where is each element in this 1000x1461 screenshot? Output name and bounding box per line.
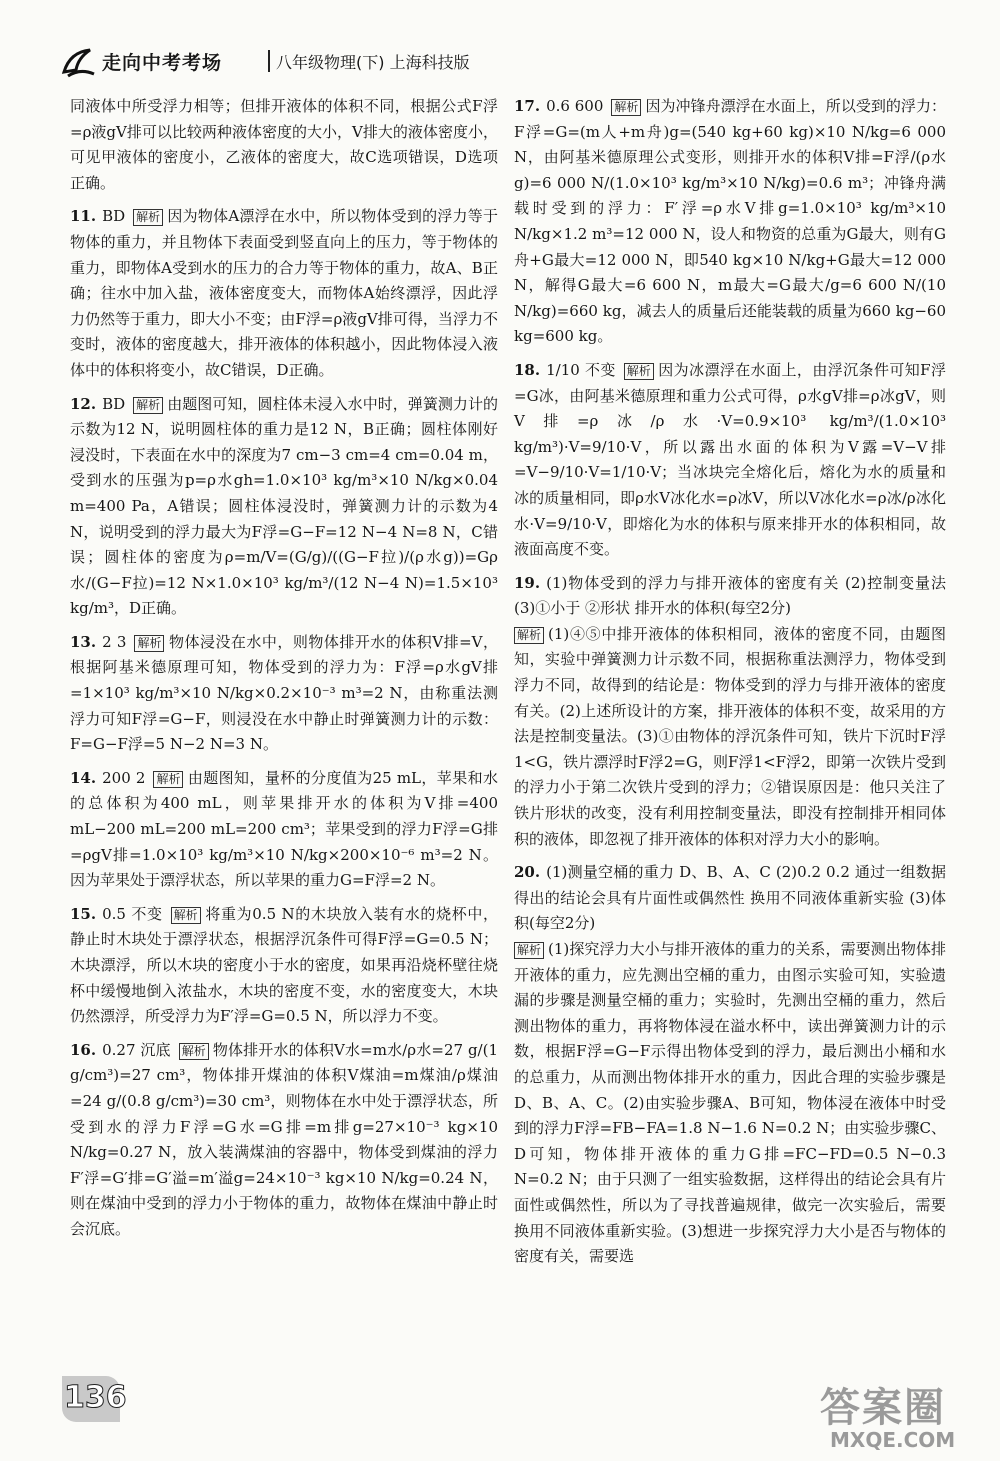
- answer-entry: [514, 358, 946, 563]
- answer-entry: 同液体中所受浮力相等；但排开液体的体积不同，根据公式F浮=ρ液gV排可以比较两种液体密度的大小，V排大的液体密度小，可见甲液体的密度小，乙液体的密度大，故C选项错误，D选项正确。: [70, 97, 498, 192]
- answer-entry: [514, 571, 946, 853]
- question-number: 18.: [514, 360, 541, 379]
- explanation: 由题图可知，圆柱体未浸入水中时，弹簧测力计的示数为12 N，说明圆柱体的重力是12 N，B正确；圆柱体刚好浸没时，下表面在水中的深度为7 cm−3 cm=4 cm=0.04 m，受到水的压强为p=ρ水gh=1.0×10³ kg/m³×10 N/kg×0.04 m=400 Pa，A错误；圆柱体浸没时，弹簧测力计的示数为4 N，说明受到的浮力最大为F浮=G−F=12 N−4 N=8 N，C错误；圆柱体的密度为ρ=m/V=(G/g)/((G−F拉)/(ρ水g))=Gρ水/(G−F拉)=12 N×1.0×10³ kg/m³/(12 N−4 N)=1.5×10³ kg/m³，D正确。: [70, 394, 498, 618]
- book-logo-icon: [60, 46, 98, 80]
- book-subtitle: 八年级物理(下) 上海科技版: [276, 53, 470, 72]
- answer-key: 0.6 600: [546, 97, 604, 115]
- analysis-tag: 解析: [133, 397, 163, 414]
- answer-key: BD: [102, 207, 126, 226]
- question-number: 16.: [70, 1040, 97, 1059]
- explanation: 物体浸没在水中，则物体排开水的体积V排=V，根据阿基米德原理可知，物体受到的浮力为：F浮=ρ水gV排=1×10³ kg/m³×10 N/kg×0.2×10⁻³ m³=2 N，由称重法测浮力可知F浮=G−F，则浸没在水中静止时弹簧测力计的示数：F=G−F浮=5 N−2 N=3 N。: [70, 632, 498, 754]
- answer-key: 1/10 不变: [546, 360, 616, 379]
- answer-key: 2 3: [102, 632, 127, 651]
- explanation: 物体排开水的体积V水=m水/ρ水=27 g/(1 g/cm³)=27 cm³，物体排开煤油的体积V煤油=m煤油/ρ煤油=24 g/(0.8 g/cm³)=30 cm³，则物体在水中处于漂浮状态，所受到水的浮力F浮=G水=G排=m排g=27×10⁻³ kg×10 N/kg=0.27 N，放入装满煤油的容器中，物体受到煤油的浮力F′浮=G′排=G′溢=m′溢g=24×10⁻³ kg×10 N/kg=0.24 N，则在煤油中受到的浮力小于物体的重力，故物体在煤油中静止时会沉底。: [70, 1040, 498, 1238]
- explanation: 由题图知，量杯的分度值为25 mL，苹果和水的总体积为400 mL，则苹果排开水的体积为V排=400 mL−200 mL=200 mL=200 cm³；苹果受到的浮力F浮=G排=ρgV排=1.0×10³ kg/m³×10 N/kg×200×10⁻⁶ m³=2 N。因为苹果处于漂浮状态，所以苹果的重力G=F浮=2 N。: [70, 768, 498, 890]
- answer-key: (1)测量空桶的重力 D、B、A、C (2)0.2 0.2 通过一组数据得出的结论会具有片面性或偶然性 换用不同液体重新实验 (3)体积(每空2分): [514, 863, 946, 933]
- right-column: [514, 94, 946, 1278]
- answer-entry: [70, 766, 498, 894]
- page-number: 136: [64, 1380, 127, 1415]
- analysis-tag: 解析: [153, 771, 183, 788]
- header-divider: [268, 50, 270, 72]
- brand-title: 走向中考考场: [102, 52, 223, 74]
- answer-entry: [514, 94, 946, 350]
- analysis-tag: 解析: [514, 942, 544, 959]
- answer-entry: [70, 392, 498, 622]
- explanation: 因为冰漂浮在水面上，由浮沉条件可知F浮=G冰，由阿基米德原理和重力公式可得，ρ水gV排=ρ冰gV，则V排=ρ冰/ρ水·V=0.9×10³ kg/m³/(1.0×10³ kg/m³)·V=9/10·V，所以露出水面的体积为V露=V−V排=V−9/10·V=1/10·V；当冰块完全熔化后，熔化为水的质量和冰的质量相同，即ρ水V冰化水=ρ冰V，所以V冰化水=ρ冰/ρ冰化水·V=9/10·V，即熔化为水的体积与原来排开水的体积相同，故液面高度不变。: [514, 360, 946, 559]
- watermark-logo: 答案圈: [820, 1385, 946, 1431]
- analysis-tag: 解析: [133, 209, 163, 226]
- analysis-tag: 解析: [171, 907, 201, 924]
- question-number: 20.: [514, 863, 541, 882]
- question-number: 19.: [514, 573, 541, 592]
- answer-key: (1)物体受到的浮力与排开液体的密度有关 (2)控制变量法 (3)①小于 ②形状 排开水的体积(每空2分): [514, 573, 946, 618]
- answer-entry: [70, 204, 498, 383]
- analysis-tag: 解析: [134, 635, 164, 652]
- question-number: 12.: [70, 394, 97, 413]
- explanation: 将重为0.5 N的木块放入装有水的烧杯中，静止时木块处于漂浮状态，根据浮沉条件可得F浮=G=0.5 N；木块漂浮，所以木块的密度小于水的密度，如果再沿烧杯壁往烧杯中缓慢地倒入浓盐水，木块的密度不变，水的密度变大，木块仍然漂浮，所受浮力为F′浮=G=0.5 N，所以浮力不变。: [70, 904, 499, 1026]
- page-header: [60, 44, 960, 84]
- answer-key: BD: [102, 394, 126, 413]
- explanation: (1)探究浮力大小与排开液体的重力的关系，需要测出物体排开液体的重力，应先测出空桶的重力，由图示实验可知，实验遗漏的步骤是测量空桶的重力；实验时，先测出空桶的重力，然后测出物体的重力，再将物体浸在溢水杯中，读出弹簧测力计的示数，根据F浮=G−F示得出物体受到的浮力，最后测出小桶和水的总重力，从而测出物体排开水的重力，因此合理的实验步骤是D、B、A、C。(2)由实验步骤A、B可知，物体浸在液体中时受到的浮力F浮=FB−FA=1.8 N−1.6 N=0.2 N；由实验步骤C、D可知，物体排开液体的重力G排=FC−FD=0.5 N−0.3 N=0.2 N；由于只测了一组实验数据，这样得出的结论会具有片面性或偶然性，所以为了寻找普遍规律，做完一次实验后，需要换用不同液体重新实验。(3)想进一步探究浮力大小是否与物体的密度有关，需要选: [514, 940, 946, 1266]
- question-number: 11.: [70, 207, 97, 226]
- analysis-tag: 解析: [179, 1043, 209, 1060]
- left-column: [70, 94, 498, 1251]
- answer-entry: [514, 860, 946, 1270]
- analysis-tag: 解析: [514, 627, 544, 644]
- analysis-tag: 解析: [611, 99, 641, 116]
- answer-entry: [70, 1038, 498, 1243]
- watermark-url: MXQE.COM: [830, 1428, 956, 1452]
- explanation: (1)④⑤中排开液体的体积相同，液体的密度不同，由题图知，实验中弹簧测力计示数不同，根据称重法测浮力，物体受到浮力不同，故得到的结论是：物体受到的浮力与排开液体的密度有关。(2)上述所设计的方案，排开液体的体积不变，故采用的方法是控制变量法。(3)①由物体的浮沉条件可知，铁片下沉时F浮1<G，铁片漂浮时F浮2=G，则F浮1<F浮2，即第一次铁片受到的浮力小于第二次铁片受到的浮力；②错误原因是：他只关注了铁片形状的改变，没有利用控制变量法，即没有控制排开相同体积的液体，即忽视了排开液体的体积对浮力大小的影响。: [514, 624, 946, 848]
- question-number: 13.: [70, 632, 97, 651]
- answer-entry: [70, 630, 498, 758]
- answer-key: 200 2: [102, 768, 146, 787]
- explanation: 因为冲锋舟漂浮在水面上，所以受到的浮力：F浮=G=(m人+m舟)g=(540 kg+60 kg)×10 N/kg=6 000 N，由阿基米德原理公式变形，则排开水的体积V排=F浮/(ρ水g)=6 000 N/(1.0×10³ kg/m³×10 N/kg)=0.6 m³；冲锋舟满载时受到的浮力：F′浮=ρ水V排g=1.0×10³ kg/m³×10 N/kg×1.2 m³=12 000 N，设人和物资的总重为G最大，则有G舟+G最大=12 000 N，即540 kg×10 N/kg+G最大=12 000 N，解得G最大=6 600 N，m最大=G最大/g=6 600 N/(10 N/kg)=660 kg，减去人的质量后还能装载的质量为660 kg−60 kg=600 kg。: [514, 97, 946, 346]
- question-number: 17.: [514, 97, 541, 115]
- analysis-tag: 解析: [624, 363, 654, 380]
- answer-entry: [70, 902, 498, 1030]
- answer-key: 0.27 沉底: [102, 1040, 171, 1059]
- question-number: 15.: [70, 904, 97, 923]
- answer-key: 0.5 不变: [102, 904, 163, 923]
- explanation: 因为物体A漂浮在水中，所以物体受到的浮力等于物体的重力，并且物体下表面受到竖直向上的压力，等于物体的重力，即物体A受到水的压力的合力等于物体的重力，故A、B正确；往水中加入盐，液体密度变大，而物体A始终漂浮，因此浮力仍然等于重力，即大小不变；由F浮=ρ液gV排可得，当浮力不变时，液体的密度越大，排开液体的体积越小，因此物体浸入液体中的体积将变小，故C错误，D正确。: [70, 207, 498, 379]
- question-number: 14.: [70, 768, 97, 787]
